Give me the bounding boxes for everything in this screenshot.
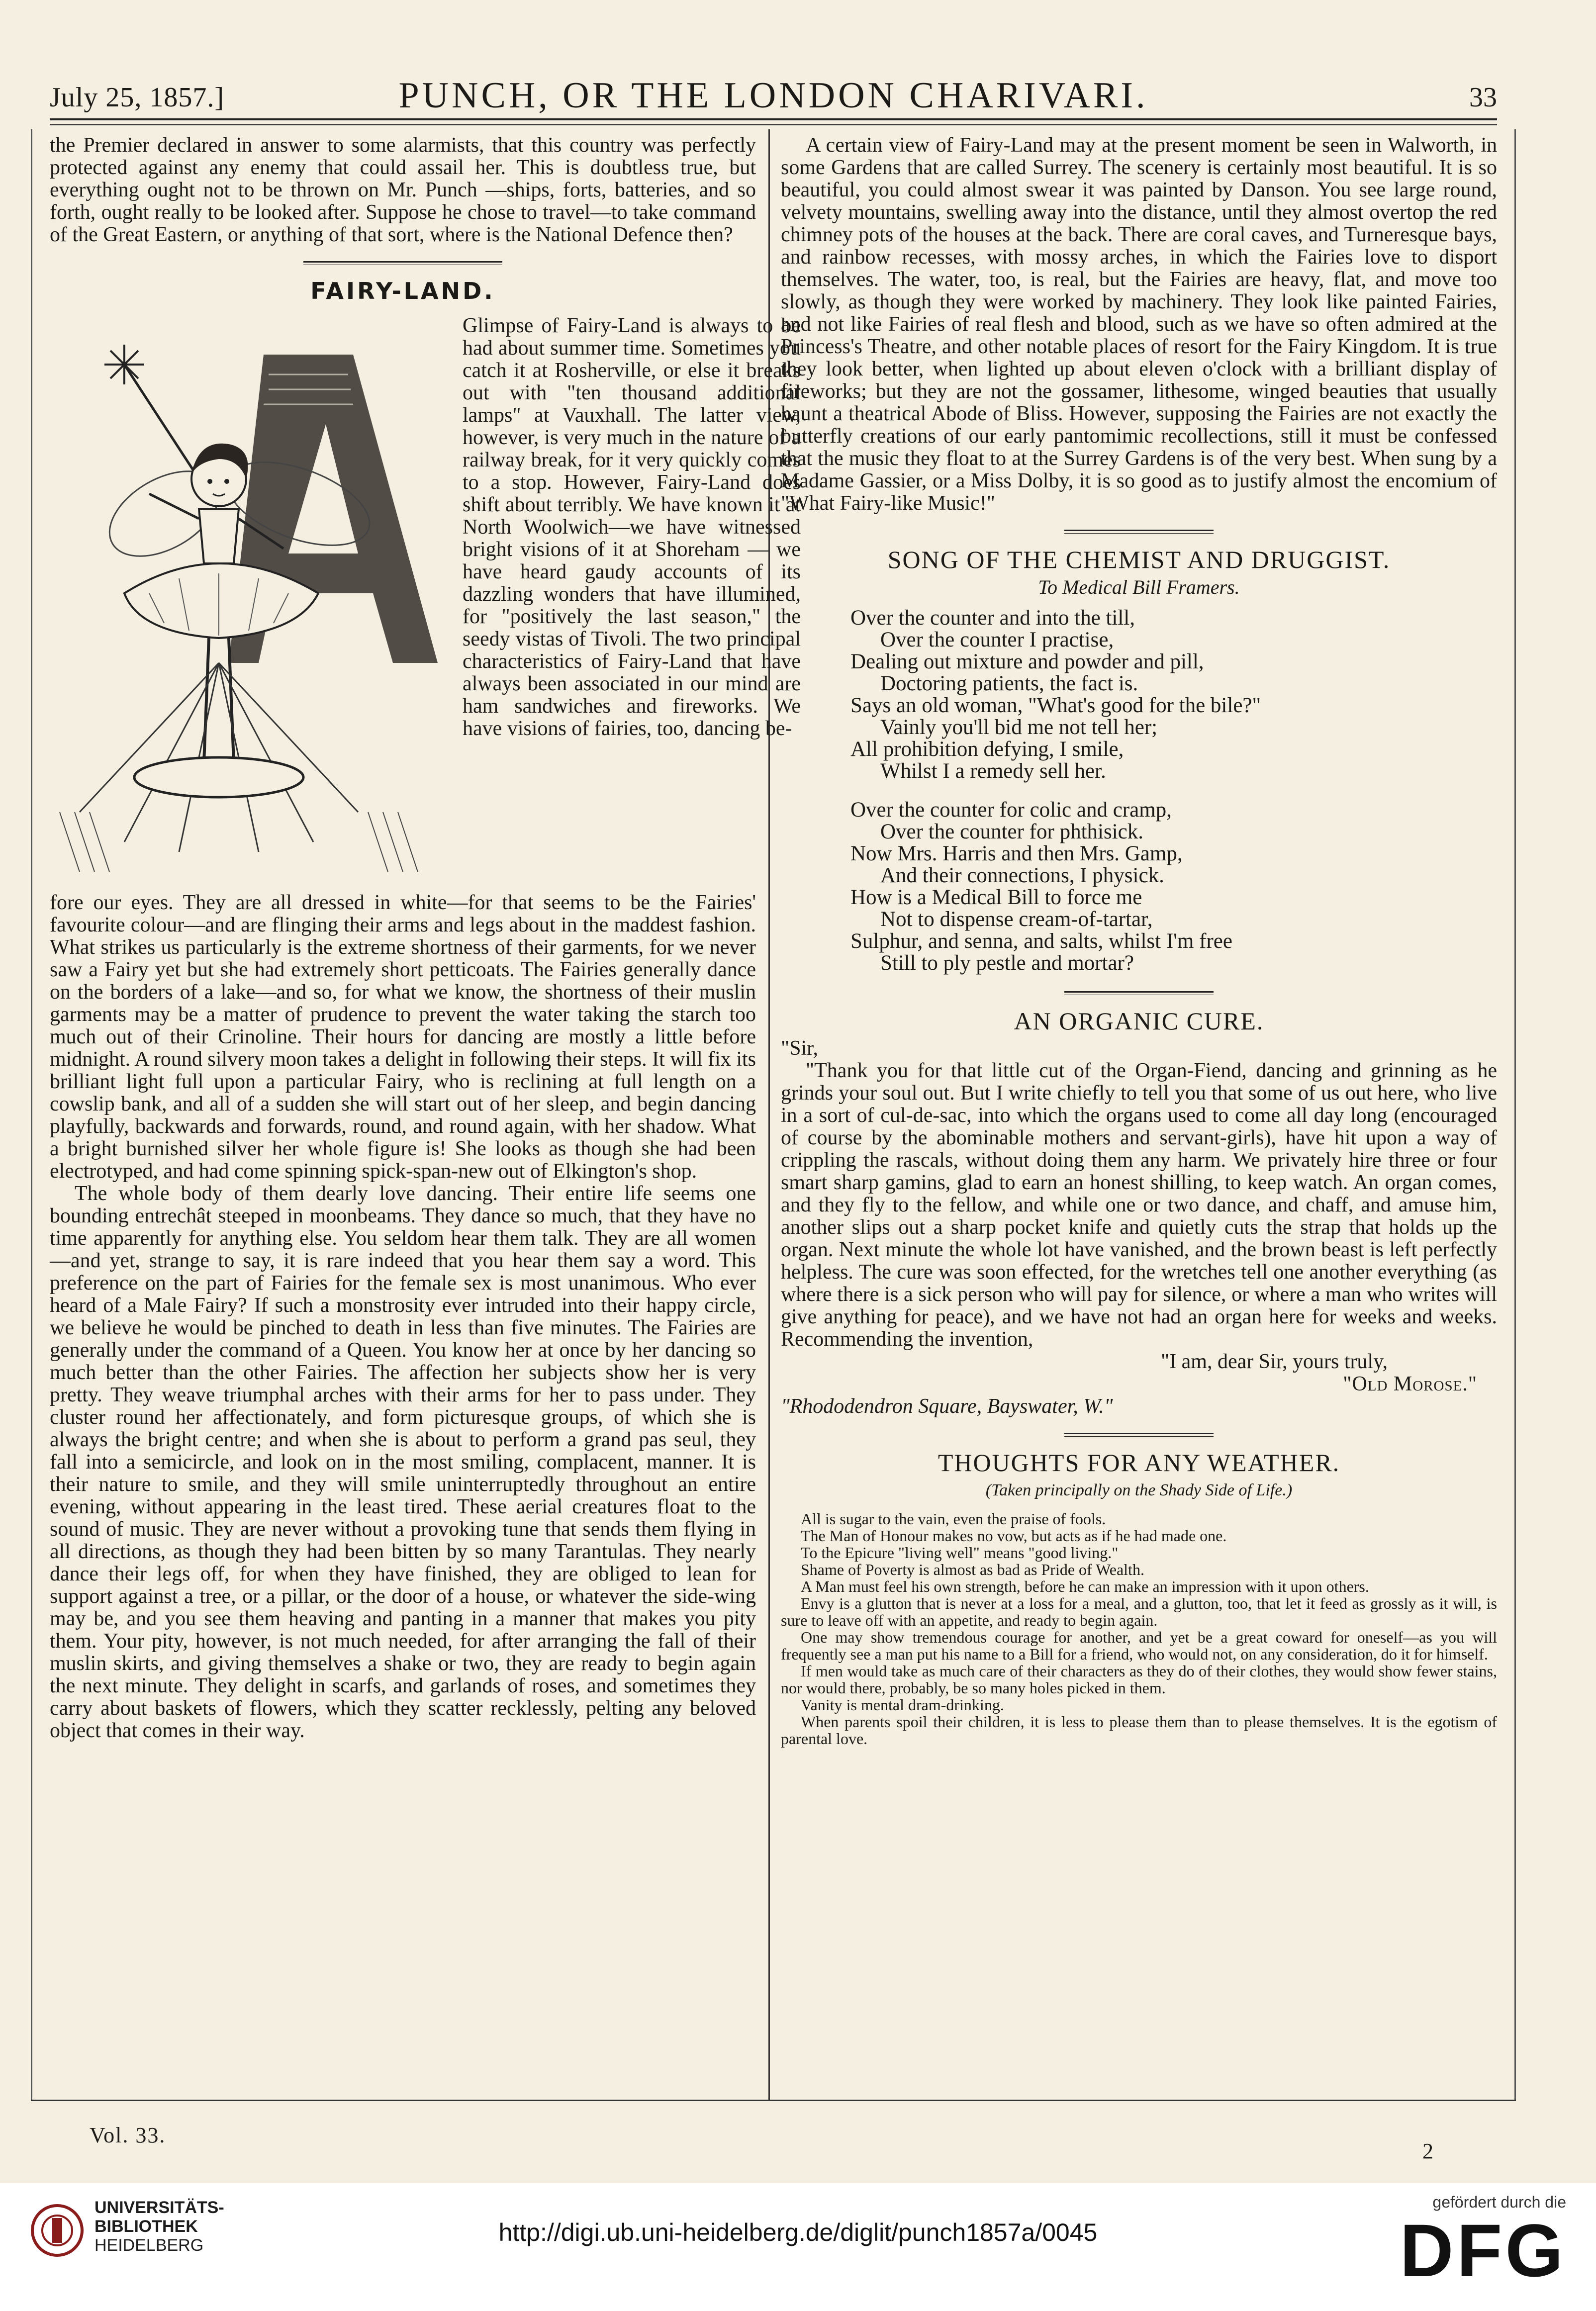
fairy-illustration-block [50, 314, 801, 892]
right-column [781, 134, 1497, 1747]
funder-caption: gefördert durch die [1432, 2193, 1566, 2211]
verse-line: Dealing out mixture and powder and pill, [850, 650, 1204, 673]
thought-item: Envy is a glutton that is never at a loss for a meal, and a glutton, too, that let it feed as grossly as it will, is sure to leave off with an appetite, and ready to begin again. [781, 1594, 1497, 1629]
thought-item: Vanity is mental dram-drinking. [801, 1696, 1004, 1714]
song-subtitle: To Medical Bill Framers. [1038, 576, 1240, 598]
song-heading: SONG OF THE CHEMIST AND DRUGGIST. [887, 546, 1391, 573]
page-number: 33 [1469, 82, 1497, 113]
verse-line: Whilst I a remedy sell her. [880, 759, 1106, 783]
source-url-link[interactable]: http://digi.ub.uni-heidelberg.de/diglit/punch1857a/0045 [498, 2219, 1098, 2246]
header-rule-thin [50, 124, 1497, 125]
thought-item: All is sugar to the vain, even the praise of fools. [801, 1510, 1106, 1528]
library-footer [0, 2183, 1596, 2311]
dfg-logo: DFG [1400, 2209, 1566, 2292]
section-divider [1064, 991, 1214, 995]
verse-line: How is a Medical Bill to force me [850, 886, 1142, 909]
verse-line: Over the counter for phthisick. [880, 820, 1143, 843]
section-divider [1064, 1433, 1214, 1437]
fairy-paragraph-3: A certain view of Fairy-Land may at the present moment be seen in Walworth, in some Gardens that are called Surrey. The scenery is certainly most beautiful. It is so beautiful, you could almost swear it was painted by Danson. You see large round, velvety mountains, swelling away into the distance, until they almost overtop the red chimney pots of the houses at the back. There are coral caves, and Turneresque bays, and rainbow recesses, with mossy arches, in which the Fairies love to disport themselves. The water, too, is real, but the Fairies are heavy, flat, and move too slowly, as though they were worked by machinery. They look like painted Fairies, and not like Fairies of real flesh and blood, such as we have so often admired at the Princess's Theatre, and other notable places of resort for the Fairy Kingdom. It is true they look better, when lighted up about eleven o'clock with a brilliant display of fireworks; but they are not the gossamer, lithesome, winged beauties that usually haunt a theatrical Abode of Bliss. However, supposing the Fairies are not exactly the butterfly creations of our early pantomimic recollections, still it must be confessed that the music they float to at the Surrey Gardens is of the very best. When sung by a Madame Gassier, or a Miss Dolby, it is so good as to justify almost the encomium of "What Fairy-like Music!" [781, 134, 1497, 515]
bottom-rule [31, 2100, 1516, 2101]
frame-right-rule [1514, 129, 1516, 2101]
thoughts-subtitle: (Taken principally on the Shady Side of Life.) [985, 1481, 1293, 1499]
verse-line: Over the counter for colic and cramp, [850, 798, 1172, 822]
cure-address: "Rhododendron Square, Bayswater, W." [781, 1395, 1113, 1418]
fairy-land-heading: FAIRY-LAND. [310, 277, 495, 304]
fairy-illustration [50, 315, 458, 892]
cure-signature: "Old Morose." [1343, 1373, 1477, 1395]
verse-line: Now Mrs. Harris and then Mrs. Gamp, [850, 842, 1183, 865]
fairy-paragraph-2: The whole body of them dearly love dancing. Their entire life seems one bounding entrechât steeped in moonbeams. They dance so much, that they have no time apparently for anything else. You seldom hear them talk. They are all women—and yet, strange to say, it is rare indeed that you hear them say a word. This preference on the part of Fairies for the female sex is most unanimous. Who ever heard of a Male Fairy? If such a monstrosity ever intruded into their happy circle, we believe he would be pinched to death in less than five minutes. The Fairies are generally under the command of a Queen. You know her at once by her dancing so much better than the other Fairies. The affection her subjects show her is very pretty. They weave triumphal arches with their arms for her to pass under. They cluster round her affectionately, and form picturesque groups, of which she is always the bright centre; and when she is about to perform a grand pas seul, they fall into a semicircle, and look on in the most smiling, complacent, manner. It is their nature to smile, and they will smile uninterruptedly throughout an entire evening, without appearing in the least tired. These aerial creatures float to the sound of music. They are never without a provoking tune that sends them flying in all directions, as though they had been bitten by so many Tarantulas. They nearly dance their legs off, for when they have finished, they are obliged to lean for support against a tree, or a pillar, or the door of a house, or whatever the side-wing may be, and you see them heaving and panting in a manner that makes you pity them. Your pity, however, is not much needed, for after arranging the fall of their muslin skirts, and giving themselves a shake or two, they are ready to begin again the next minute. They delight in scarfs, and garlands of roses, and sometimes they carry about baskets of flowers, which they scatter recklessly, pelting any beloved object that comes in their way. [50, 1182, 756, 1742]
cure-body: "Thank you for that little cut of the Organ-Fiend, dancing and grinning as he grinds your soul out. But I write chiefly to tell you that some of us out here, who live in a sort of cul-de-sac, into which the organs used to come all day long (encouraged of course by the abominable mothers and servant-girls), have hit upon a way of crippling the rascals, without doing them any harm. We privately hire three or four smart sharp gamins, glad to earn an honest shilling, to keep watch. An organ comes, and they fly to the fellow, and while one or two dance, and chaff, and amuse him, another slips out a sharp pocket knife and quietly cuts the strap that holds up the organ. Next minute the whole lot have vanished, and the brown beast is left perfectly helpless. The cure was soon effected, for the wretches tell one another everything (as where there is a sick person who will pay for silence, or where a man who writes will give anything for peace), and we have not had an organ here for weeks and weeks. Recommending the invention, [781, 1059, 1497, 1351]
thought-item: Shame of Poverty is almost as bad as Pride of Wealth. [801, 1561, 1144, 1578]
verse-line: Vainly you'll bid me not tell her; [880, 716, 1158, 739]
masthead-title: PUNCH, OR THE LONDON CHARIVARI. [398, 75, 1148, 116]
verse-line: Sulphur, and senna, and salts, whilst I'm free [850, 929, 1232, 953]
header-rule [50, 118, 1497, 120]
verse-line: Over the counter and into the till, [850, 606, 1135, 630]
header-date: July 25, 1857.] [50, 82, 224, 113]
library-name-line: UNIVERSITÄTS- [94, 2198, 224, 2217]
section-divider [1064, 530, 1214, 534]
stanza-1 [850, 607, 1497, 782]
cure-salutation: "Sir, [781, 1037, 818, 1060]
verse-line: Says an old woman, "What's good for the bile?" [850, 694, 1261, 717]
thought-item: To the Epicure "living well" means "good living." [801, 1544, 1119, 1562]
song-verse [850, 607, 1497, 974]
verse-line: And their connections, I physick. [880, 864, 1164, 887]
organic-cure-heading: AN ORGANIC CURE. [1014, 1007, 1264, 1035]
signature-mark: 2 [1422, 2139, 1433, 2163]
thought-item: One may show tremendous courage for another, and yet be a great coward for oneself—as you will frequently see a man put his name to a Bill for a friend, who would not, on any consideration, do it for himself. [781, 1628, 1497, 1663]
fairy-intro-paragraph: Glimpse of Fairy-Land is always to be had about summer time. Sometimes you catch it at Rosherville, or else it breaks out with "ten thousand additional lamps" at Vauxhall. The latter view, however, is very much in the nature of a railway break, for it very quickly comes to a stop. However, Fairy-Land does shift about terribly. We have known it at North Woolwich—we have witnessed bright visions of it at Shoreham — we have heard gaudy accounts of its dazzling wonders that have illumined, for "positively the last season," the seedy vistas of Tivoli. The two principal characteristics of Fairy-Land that have always been associated in our mind are ham sandwiches and fireworks. We have visions of fairies, too, dancing be- [463, 314, 801, 740]
volume-label: Vol. 33. [90, 2123, 166, 2147]
verse-line: All prohibition defying, I smile, [850, 738, 1124, 761]
verse-line: Still to ply pestle and mortar? [880, 951, 1134, 975]
frame-left-rule [31, 129, 32, 2101]
stanza-2 [850, 799, 1497, 974]
verse-line: Over the counter I practise, [880, 628, 1114, 651]
cure-signoff: "I am, dear Sir, yours truly, [1161, 1350, 1388, 1373]
thoughts-list [781, 1510, 1497, 1747]
premier-paragraph: the Premier declared in answer to some alarmists, that this country was perfectly protected against any enemy that could assail her. This is doubtless true, but everything ought not to be thrown on Mr. Punch —ships, forts, batteries, and so forth, ought really to be looked after. Suppose he chose to travel—to take command of the Great Eastern, or anything of that sort, where is the National Defence then? [50, 134, 756, 246]
thought-item: When parents spoil their children, it is less to please them than to please themselves. It is the egotism of parental love. [781, 1713, 1497, 1748]
library-name-line: HEIDELBERG [94, 2236, 204, 2255]
section-divider [303, 261, 502, 265]
thought-item: The Man of Honour makes no vow, but acts as if he had made one. [801, 1527, 1227, 1545]
fairy-paragraph-continued: fore our eyes. They are all dressed in white—for that seems to be the Fairies' favourite colour—and are flinging their arms and legs about in the maddest fashion. What strikes us particularly is the extreme shortness of their garments, for we never saw a Fairy yet but she had extremely short petticoats. The Fairies generally dance on the borders of a lake—and so, for what we know, the shortness of their muslin garments may be a matter of prudence to prevent the water taking the starch too much out of their Crinoline. Their hours for dancing are mostly a little before midnight. A round silvery moon takes a delight in following their steps. It will fix its brilliant light full upon a particular Fairy, who is reclining at full length on a cowslip bank, and all of a sudden she will start out of her sleep, and begin dancing playfully, backwards and forwards, round, and round again, with her shadow. What a bright burnished silver her whole figure is! She looks as though she had been electrotyped, and had come spinning spick-span-new out of Elkington's shop. [50, 891, 756, 1183]
library-name-line: BIBLIOTHEK [94, 2217, 198, 2236]
thought-item: If men would take as much care of their characters as they do of their clothes, they would show fewer stains, nor would there, probably, be so many holes picked in them. [781, 1662, 1497, 1697]
verse-line: Not to dispense cream-of-tartar, [880, 908, 1153, 931]
page-header [50, 75, 1497, 119]
thoughts-heading: THOUGHTS FOR ANY WEATHER. [938, 1449, 1340, 1477]
thought-item: A Man must feel his own strength, before he can make an impression with it upon others. [801, 1577, 1369, 1595]
verse-line: Doctoring patients, the fact is. [880, 672, 1138, 695]
